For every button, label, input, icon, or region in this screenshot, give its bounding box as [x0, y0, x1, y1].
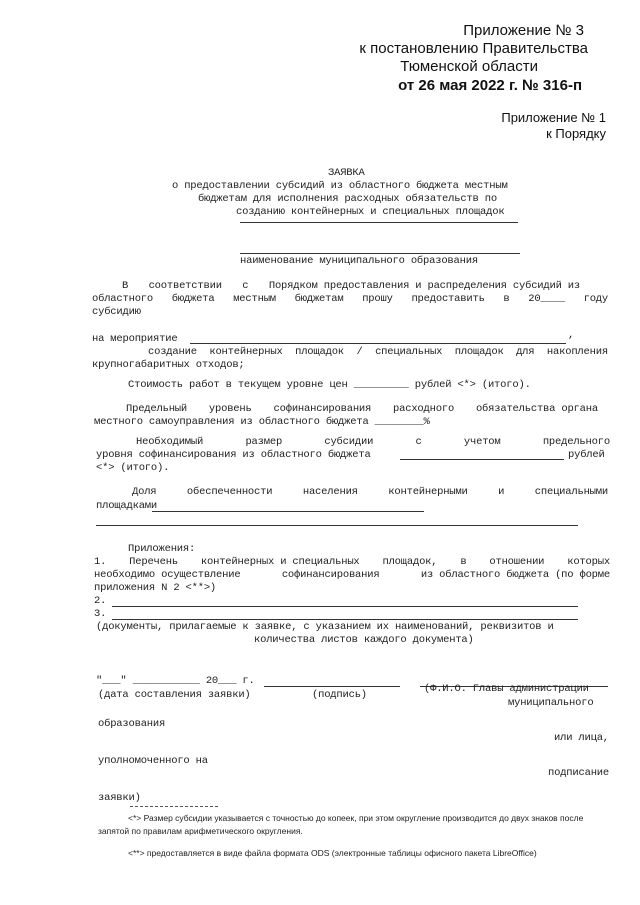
municipal-name-field[interactable] [240, 222, 518, 223]
cost-line: Стоимость работ в текущем уровне цен _________ рублей <*> (итого). [128, 379, 531, 391]
limit-line-2: местного самоуправления из областного бюджета ________% [94, 416, 430, 428]
share-field-2[interactable] [96, 525, 578, 526]
municipal-name-underline [240, 253, 520, 254]
appendix-sub-number: Приложение № 1 [501, 110, 606, 125]
attachment-3-number: 3. [94, 608, 107, 620]
to-order: к Порядку [546, 126, 606, 141]
needed-line-3: <*> (итого). [96, 462, 170, 474]
footnote-1-line-1: <*> Размер субсидии указывается с точностью до копеек, при этом округление производится до двух знаков после [128, 813, 584, 823]
attachment-1-line-1: 1. Перечень контейнерных и специальных площадок, в отношении которых [94, 556, 610, 568]
documents-note-line-2: количества листов каждого документа) [254, 634, 474, 646]
title-line-3: созданию контейнерных и специальных площадок [236, 206, 505, 218]
municipal-name-caption: наименование муниципального образования [240, 255, 478, 267]
fio-or-person: или лица, [554, 732, 609, 744]
footnote-1-line-2: запятой по правилам арифметического округления. [98, 826, 303, 836]
resolution-date-number: от 26 мая 2022 г. № 316-п [398, 77, 582, 94]
share-field-1[interactable] [152, 511, 424, 512]
measure-field[interactable] [190, 343, 566, 344]
documents-note-line-1: (документы, прилагаемые к заявке, с указанием их наименований, реквизитов и [96, 621, 554, 633]
attachments-label: Приложения: [128, 543, 196, 555]
fio-caption: (Ф.И.О. Главы администрации [424, 683, 589, 695]
signature-field[interactable] [264, 686, 400, 687]
creation-line-2: крупногабаритных отходов; [92, 359, 245, 371]
share-line-2: площадками [96, 500, 158, 512]
fio-formation: образования [98, 718, 166, 730]
fio-signing: подписание [548, 767, 610, 779]
attachment-3-field[interactable] [112, 619, 578, 620]
share-line-1: Доля обеспеченности населения контейнерными и специальными [132, 486, 608, 498]
attachment-1-line-2: необходимо осуществление софинансирования из областного бюджета (по форме [94, 569, 610, 581]
region-name: Тюменской области [400, 58, 538, 75]
request-line-1: В соответствии с Порядком предоставления и распределения субсидий из [122, 280, 580, 292]
measure-comma: , [568, 329, 575, 341]
request-line-3: субсидию [92, 306, 141, 318]
to-resolution: к постановлению Правительства [359, 40, 588, 57]
form-title: ЗАЯВКА [328, 167, 365, 179]
needed-line-1: Необходимый размер субсидии с учетом предельного [136, 436, 610, 448]
title-line-1: о предоставлении субсидий из областного бюджета местным [172, 180, 508, 192]
signature-caption: (подпись) [312, 689, 367, 701]
needed-amount-field[interactable] [400, 459, 564, 460]
attachment-2-number: 2. [94, 595, 107, 607]
limit-line-1: Предельный уровень софинансирования расходного обязательства органа [126, 403, 598, 415]
date-caption: (дата составления заявки) [98, 689, 251, 701]
footnote-separator [130, 806, 218, 807]
footnote-2: <**> предоставляется в виде файла формата ODS (электронные таблицы офисного пакета LibreOffice) [128, 848, 537, 858]
appendix-number: Приложение № 3 [463, 22, 584, 39]
fio-application: заявки) [98, 792, 141, 804]
attachment-1-line-3: приложения N 2 <**>) [94, 582, 217, 594]
measure-label: на мероприятие [92, 333, 178, 345]
needed-line-2: уровня софинансирования из областного бюджета [96, 449, 371, 461]
attachment-2-field[interactable] [112, 606, 578, 607]
title-line-2: бюджетам для исполнения расходных обязательств по [198, 193, 497, 205]
creation-line-1: создание контейнерных площадок / специальных площадок для накопления [148, 346, 608, 358]
fio-authorized: уполномоченного на [98, 755, 208, 767]
fio-municipal: муниципального [508, 697, 594, 709]
needed-rubles: рублей [568, 449, 605, 461]
request-line-2: областного бюджета местным бюджетам прошу предоставить в 20____ году [92, 293, 608, 305]
date-field[interactable]: "___" ___________ 20___ г. [96, 675, 255, 687]
